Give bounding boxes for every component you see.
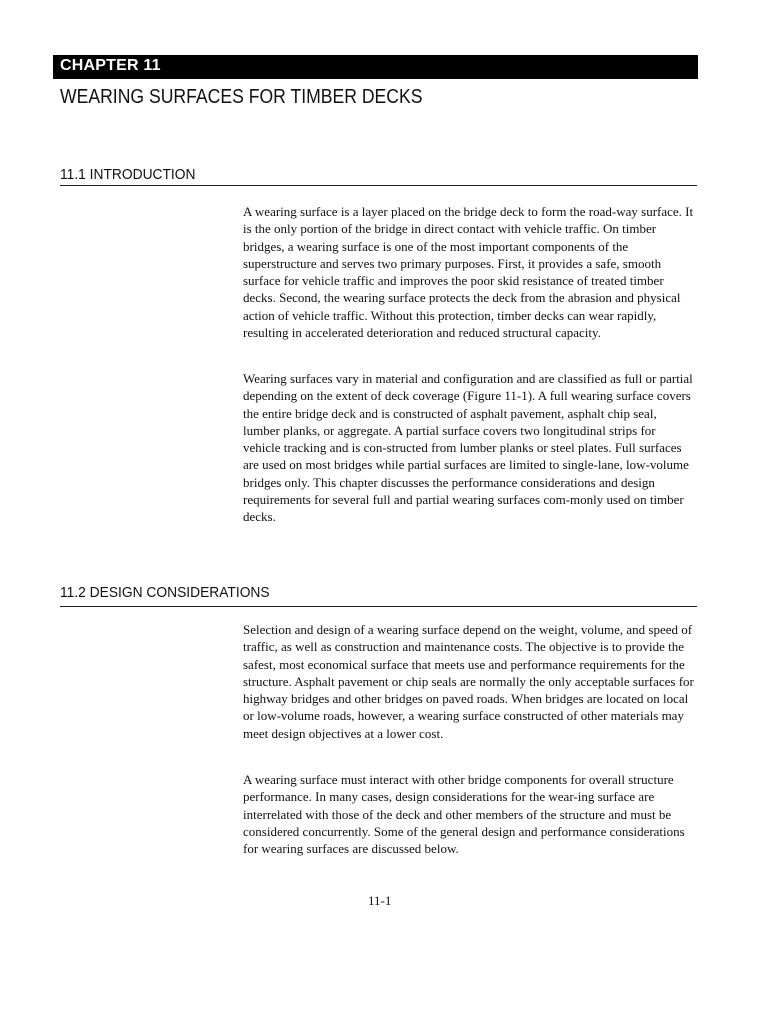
section-rule-introduction xyxy=(60,185,697,186)
section-rule-design-considerations xyxy=(60,606,697,607)
chapter-title: WEARING SURFACES FOR TIMBER DECKS xyxy=(60,86,423,108)
page-number: 11-1 xyxy=(368,893,392,908)
paragraph-introduction-1: A wearing surface is a layer placed on the bridge deck to form the road-way surface. It is the only portion of the bridge in direct contact with vehicle traffic. On timber bridges, a wearing surface is one of the most important components of the superstructure and serves two primary purposes. First, it provides a safe, smooth surface for vehicle traffic and improves the poor skid resistance of treated timber decks. Second, the wearing surface protects the deck from the abrasion and physical action of vehicle traffic. Without this protection, timber decks can wear rapidly, resulting in accelerated deterioration and reduced structural capacity. xyxy=(243,204,694,341)
chapter-bar xyxy=(53,55,698,79)
paragraph-introduction-2: Wearing surfaces vary in material and configuration and are classified as full or partial depending on the extent of deck coverage (Figure 11-1). A full wearing surface covers the entire bridge deck and is constructed of asphalt pavement, asphalt chip seal, lumber planks, or aggregate. A partial surface covers two longitudinal strips for vehicle tracking and is con-structed from lumber planks or steel plates. Full surfaces are used on most bridges while partial surfaces are limited to single-lane, low-volume bridges only. This chapter discusses the performance considerations and design requirements for several full and partial wearing surfaces com-monly used on timber decks. xyxy=(243,371,693,525)
section-heading-introduction: 11.1 INTRODUCTION xyxy=(60,166,196,183)
paragraph-design-considerations-1: Selection and design of a wearing surface depend on the weight, volume, and speed of traffic, as well as construction and maintenance costs. The objective is to provide the safest, most economical surface that meets use and performance requirements for the structure. Asphalt pavement or chip seals are normally the only acceptable surfaces for highway bridges and other bridges on paved roads. When bridges are located on local or low-volume roads, however, a wearing surface constructed of other materials may meet design objectives at a lower cost. xyxy=(243,622,694,741)
section-heading-design-considerations: 11.2 DESIGN CONSIDERATIONS xyxy=(60,584,270,601)
paragraph-design-considerations-2: A wearing surface must interact with other bridge components for overall structure performance. In many cases, design considerations for the wear-ing surface are interrelated with those of the deck and other members of the structure and must be considered concurrently. Some of the general design and performance considerations for wearing surfaces are discussed below. xyxy=(243,772,685,857)
chapter-label: CHAPTER 11 xyxy=(60,57,161,74)
